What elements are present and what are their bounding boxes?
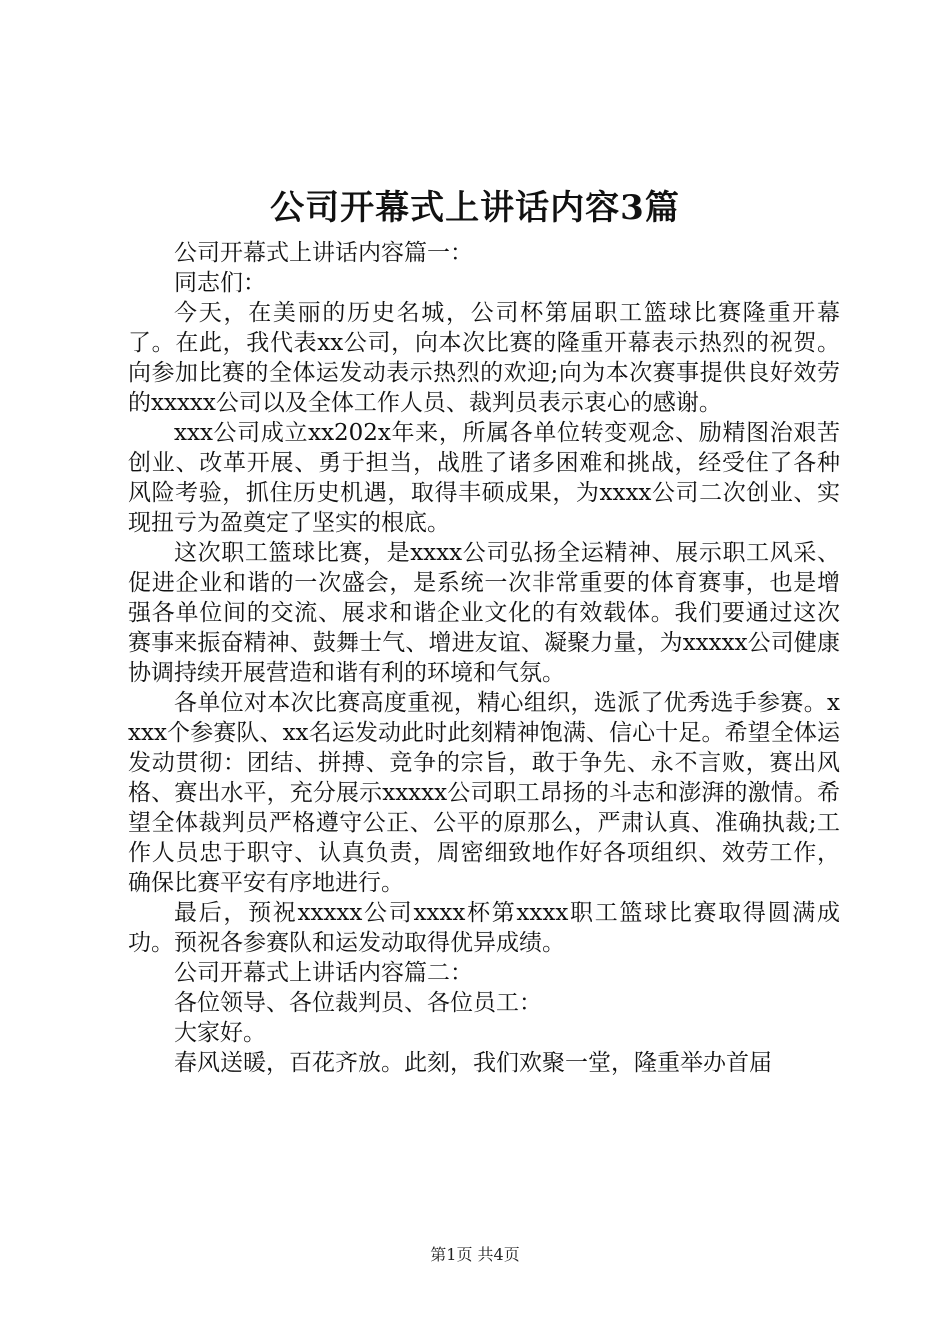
paragraph: 同志们： (174, 270, 266, 296)
paragraph: xxx公司成立xx202x年来，所属各单位转变观念、励精图治艰苦创业、改革开展、勇于担当，战胜了诸多困难和挑战，经受住了各种风险考验，抓住历史机遇，取得丰硕成果，为xxxx公司二次创业、实现扭亏为盈奠定了坚实的根底。 (128, 420, 840, 536)
document-title: 公司开幕式上讲话内容3篇 (270, 188, 680, 228)
section-heading: 公司开幕式上讲话内容篇二： (174, 960, 473, 986)
paragraph: 各位领导、各位裁判员、各位员工： (174, 990, 542, 1016)
paragraph: 这次职工篮球比赛，是xxxx公司弘扬全运精神、展示职工风采、促进企业和谐的一次盛会，是系统一次非常重要的体育赛事，也是增强各单位间的交流、展求和谐企业文化的有效载体。我们要通过这次赛事来振奋精神、鼓舞士气、增进友谊、凝聚力量，为xxxxx公司健康协调持续开展营造和谐有利的环境和气氛。 (128, 540, 840, 686)
paragraph: 大家好。 (174, 1020, 266, 1046)
page-footer: 第1页 共4页 (430, 1245, 520, 1264)
paragraph: 公司开幕式上讲话内容篇一： (174, 240, 473, 266)
paragraph: 最后，预祝xxxxx公司xxxx杯第xxxx职工篮球比赛取得圆满成功。预祝各参赛队和运发动取得优异成绩。 (128, 900, 840, 956)
paragraph: 春风送暖，百花齐放。此刻，我们欢聚一堂，隆重举办首届 (174, 1050, 772, 1076)
paragraph: 今天，在美丽的历史名城，公司杯第届职工篮球比赛隆重开幕了。在此，我代表xx公司，向本次比赛的隆重开幕表示热烈的祝贺。向参加比赛的全体运发动表示热烈的欢迎;向为本次赛事提供良好效劳的xxxxx公司以及全体工作人员、裁判员表示衷心的感谢。 (128, 300, 840, 416)
paragraph: 各单位对本次比赛高度重视，精心组织，选派了优秀选手参赛。xxxx个参赛队、xx名运发动此时此刻精神饱满、信心十足。希望全体运发动贯彻：团结、拼搏、竞争的宗旨，敢于争先、永不言败，赛出风格、赛出水平，充分展示xxxxx公司职工昂扬的斗志和澎湃的激情。希望全体裁判员严格遵守公正、公平的原那么，严肃认真、准确执裁;工作人员忠于职守、认真负责，周密细致地作好各项组织、效劳工作，确保比赛平安有序地进行。 (128, 690, 840, 896)
document-body (128, 238, 840, 1078)
